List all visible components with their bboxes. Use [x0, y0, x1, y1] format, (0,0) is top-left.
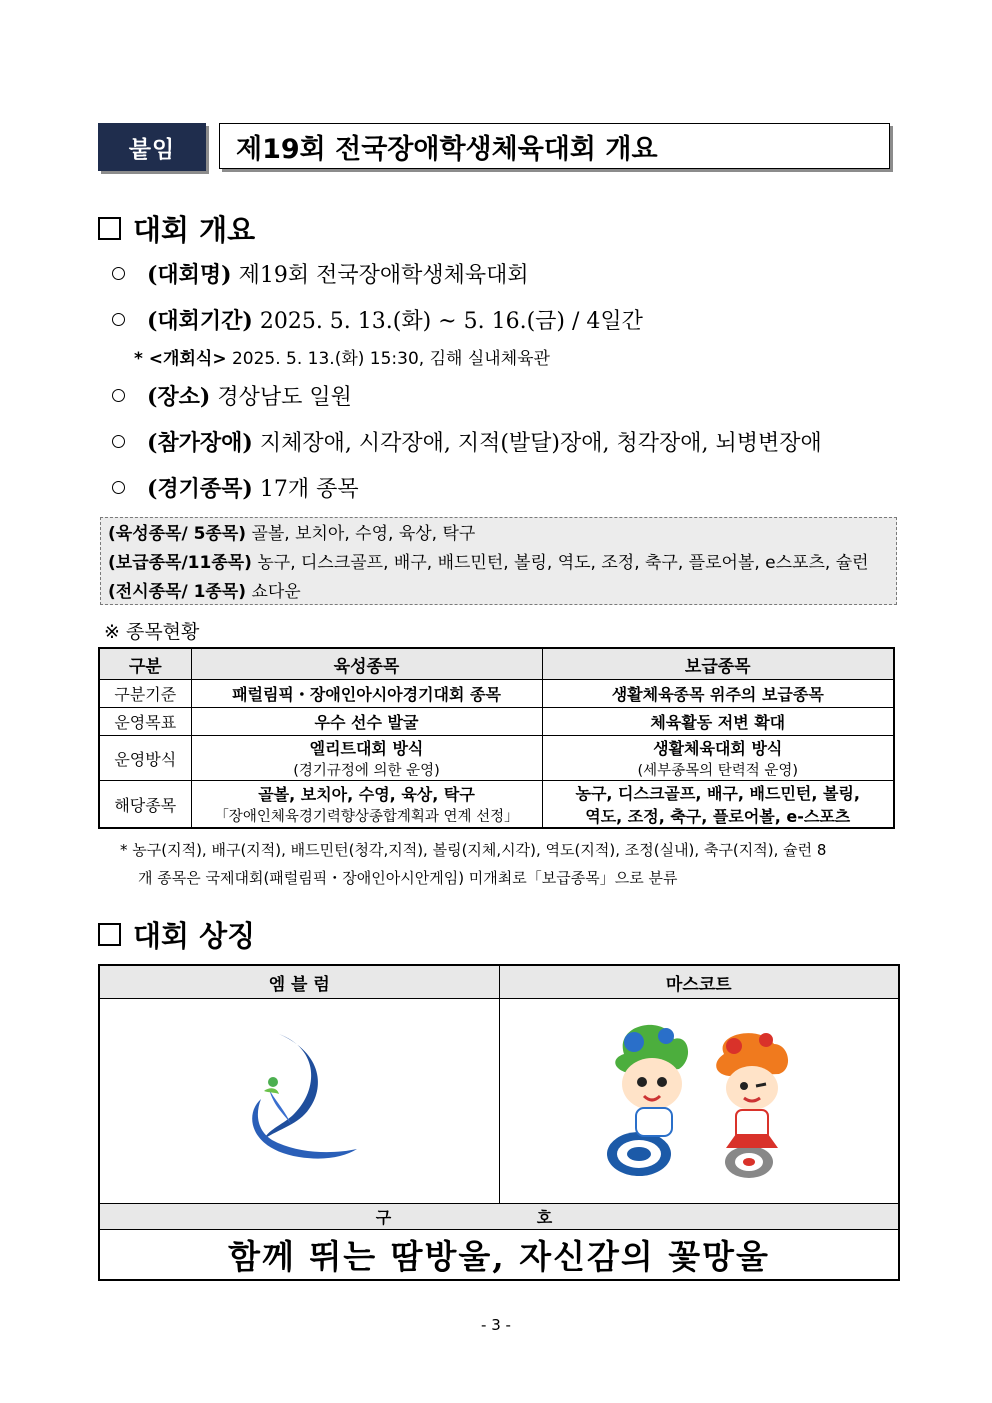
section-overview-heading [98, 208, 255, 249]
mascot-cell [499, 999, 899, 1204]
overview-item-venue: (장소) 경상남도 일원 [112, 380, 352, 411]
table-row [99, 708, 894, 736]
status-table-caption: ※ 종목현황 [104, 621, 200, 643]
row-header-cell: 운영방식 [99, 736, 191, 781]
table-cell: 농구, 디스크골프, 배구, 배드민턴, 볼링, 역도, 조정, 축구, 플로어볼, e-스포츠 [542, 781, 894, 829]
emblem-logo-icon [239, 1029, 359, 1169]
symbols-table [98, 964, 900, 1281]
slogan-text: 함께 뛰는 땀방울, 자신감의 꽃망울 [99, 1230, 899, 1281]
circle-bullet-icon [112, 481, 125, 494]
opening-ceremony-note: * <개회식> 2025. 5. 13.(화) 15:30, 김해 실내체육관 [134, 349, 550, 369]
table-header-row [99, 648, 894, 680]
table-row [99, 781, 894, 829]
sports-category-box [100, 517, 897, 605]
sports-row: (보급종목/11종목) 농구, 디스크골프, 배구, 배드민턴, 볼링, 역도, 조정, 축구, 플로어볼, e스포츠, 슐런 [108, 553, 869, 573]
overview-item-sports: (경기종목) 17개 종목 [112, 472, 359, 503]
sports-row: (전시종목/ 1종목) 쇼다운 [108, 582, 301, 602]
checkbox-square-icon [98, 217, 121, 240]
section-overview-title: 대회 개요 [133, 213, 256, 247]
row-header-cell: 해당종목 [99, 781, 191, 829]
overview-item-period: (대회기간) 2025. 5. 13.(화) ~ 5. 16.(금) / 4일간 [112, 304, 643, 335]
sports-status-table [98, 647, 895, 829]
table-cell: 체육활동 저변 확대 [542, 708, 894, 736]
circle-bullet-icon [112, 389, 125, 402]
table-header-cell: 육성종목 [191, 648, 542, 680]
section-symbols-heading [98, 914, 255, 955]
checkbox-square-icon [98, 923, 121, 946]
table-row [99, 680, 894, 708]
overview-item-name: (대회명) 제19회 전국장애학생체육대회 [112, 258, 529, 289]
page-number: - 3 - [481, 1316, 511, 1334]
table-cell: 골볼, 보치아, 수영, 육상, 탁구 「장애인체육경기력향상종합계획과 연계 선정」 [191, 781, 542, 829]
mascot-characters-icon [594, 1014, 804, 1184]
emblem-cell [99, 999, 499, 1204]
table-cell: 생활체육대회 방식 (세부종목의 탄력적 운영) [542, 736, 894, 781]
circle-bullet-icon [112, 313, 125, 326]
circle-bullet-icon [112, 267, 125, 280]
mascot-header: 마스코트 [499, 965, 899, 999]
table-header-cell: 보급종목 [542, 648, 894, 680]
overview-item-disabilities: (참가장애) 지체장애, 시각장애, 지적(발달)장애, 청각장애, 뇌병변장애 [112, 426, 822, 457]
section-symbols-title: 대회 상징 [133, 919, 256, 953]
emblem-header: 엠 블 럼 [99, 965, 499, 999]
table-cell: 생활체육종목 위주의 보급종목 [542, 680, 894, 708]
table-row [99, 736, 894, 781]
slogan-header: 구 호 [99, 1204, 899, 1230]
table-cell: 엘리트대회 방식 (경기규정에 의한 운영) [191, 736, 542, 781]
table-header-cell: 구분 [99, 648, 191, 680]
document-title: 제19회 전국장애학생체육대회 개요 [219, 123, 890, 169]
row-header-cell: 구분기준 [99, 680, 191, 708]
attachment-badge: 붙임 [98, 123, 206, 171]
classification-footnote: * 농구(지적), 배구(지적), 배드민턴(청각,지적), 볼링(지체,시각), 역도(지적), 조정(실내), 축구(지적), 슐런 8 개 종목은 국제대회(패럴림픽・장애인아시안게임) 미개최로「보급종목」으로 분류 [120, 841, 827, 887]
table-cell: 패럴림픽・장애인아시아경기대회 종목 [191, 680, 542, 708]
table-cell: 우수 선수 발굴 [191, 708, 542, 736]
sports-row: (육성종목/ 5종목) 골볼, 보치아, 수영, 육상, 탁구 [108, 524, 476, 544]
row-header-cell: 운영목표 [99, 708, 191, 736]
circle-bullet-icon [112, 435, 125, 448]
